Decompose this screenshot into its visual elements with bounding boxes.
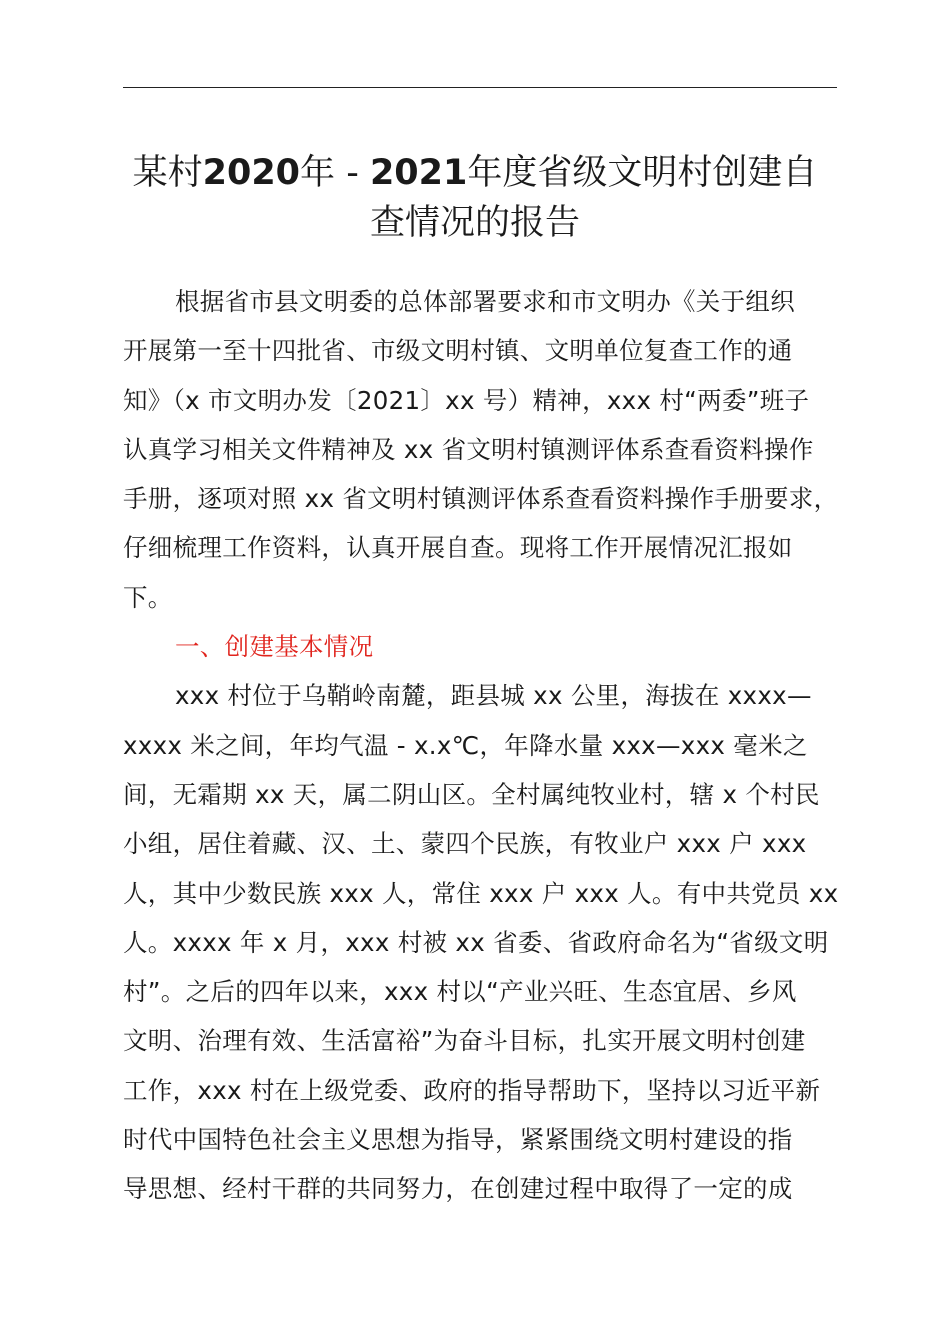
section-heading: 一、创建基本情况 (175, 632, 374, 662)
title-year-end: 2021 (369, 153, 468, 193)
text-line: 根据省市县文明委的总体部署要求和市文明办《关于组织 (175, 287, 795, 316)
text-line: 人，其中少数民族 xxx 人，常住 xxx 户 xxx 人。有中共党员 xx (123, 878, 839, 908)
text-line: 间，无霜期 xx 天，属二阴山区。全村属纯牧业村，辖 x 个村民 (123, 779, 820, 809)
document-title (100, 148, 850, 248)
title-part: 年度省级文明村创建自 (467, 153, 818, 193)
text-line: 人。xxxx 年 x 月，xxx 村被 xx 省委、省政府命名为“省级文明 (123, 927, 829, 957)
title-part: 某村 (132, 153, 203, 193)
title-part: - (335, 153, 370, 193)
text-line: 小组，居住着藏、汉、土、蒙四个民族，有牧业户 xxx 户 xxx (123, 829, 807, 859)
text-line: 手册，逐项对照 xx 省文明村镇测评体系查看资料操作手册要求， (123, 484, 839, 514)
paragraph-basic-situation (123, 671, 843, 1213)
title-year-start: 2020 (202, 153, 301, 193)
text-line: 开展第一至十四批省、市级文明村镇、文明单位复查工作的通 (123, 336, 793, 366)
title-line-1 (100, 148, 850, 198)
text-line: xxx 村位于乌鞘岭南麓，距县城 xx 公里，海拔在 xxxx— (175, 681, 812, 711)
text-line: xxxx 米之间，年均气温 - x.x℃，年降水量 xxx—xxx 毫米之 (123, 730, 808, 760)
text-line: 村”。之后的四年以来，xxx 村以“产业兴旺、生态宜居、乡风 (123, 977, 797, 1007)
text-line: 知》（x 市文明办发〔2021〕xx 号）精神，xxx 村“两委”班子 (123, 385, 810, 415)
title-part: 年 (300, 153, 336, 193)
paragraph-intro (123, 277, 843, 622)
text-line: 导思想、经村干群的共同努力，在创建过程中取得了一定的成 (123, 1174, 793, 1204)
header-rule (123, 87, 837, 88)
text-line: 时代中国特色社会主义思想为指导，紧紧围绕文明村建设的指 (123, 1125, 793, 1155)
text-line: 下。 (123, 582, 173, 612)
text-line: 仔细梳理工作资料，认真开展自查。现将工作开展情况汇报如 (123, 533, 793, 563)
document-body (123, 277, 843, 1214)
text-line: 文明、治理有效、生活富裕”为奋斗目标，扎实开展文明村创建 (123, 1026, 806, 1056)
text-line: 工作，xxx 村在上级党委、政府的指导帮助下，坚持以习近平新 (123, 1075, 821, 1105)
title-line-2: 查情况的报告 (369, 203, 580, 243)
text-line: 认真学习相关文件精神及 xx 省文明村镇测评体系查看资料操作 (123, 434, 814, 464)
